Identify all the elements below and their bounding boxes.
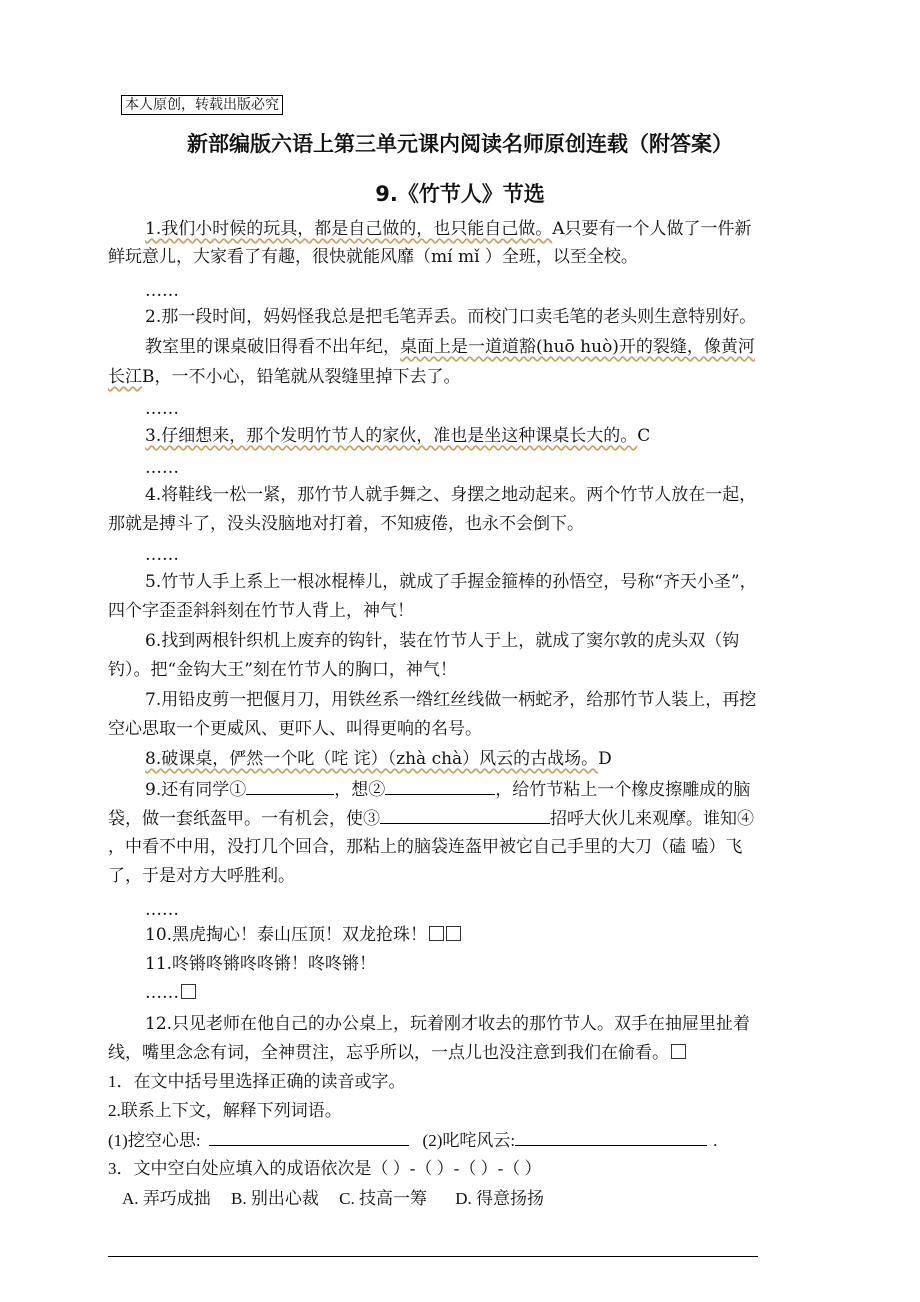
paragraph-9-text: ，给竹节粘上一个橡皮擦雕成的脑 — [495, 780, 751, 800]
wavy-sentence-2-cont: 长江 — [108, 367, 142, 387]
ellipsis: …… — [145, 458, 179, 478]
paragraph-6-line-2: 钓）。把“金钩大王”刻在竹节人的胸口，神气！ — [108, 660, 457, 680]
passage-subtitle: 9.《竹节人》节选 — [375, 182, 545, 206]
option-a[interactable]: A. 弄巧成拙 — [122, 1189, 211, 1208]
paragraph-9-line-1 — [145, 776, 750, 803]
empty-box — [181, 984, 196, 999]
question-2-items — [108, 1127, 717, 1154]
paragraph-7-line-2: 空心思取一个更威风、更吓人、叫得更响的名号。 — [108, 719, 482, 739]
question-2-item-2-label: (2)叱咤风云: — [422, 1131, 516, 1150]
paragraph-3 — [145, 423, 650, 449]
paragraph-2-text-end: B，一不小心，铅笔就从裂缝里掉下去了。 — [142, 367, 461, 387]
paragraph-9-text: 9.还有同学① — [145, 780, 247, 800]
empty-box — [446, 926, 461, 941]
question-2-item-1-label: (1)挖空心思: — [108, 1131, 201, 1150]
paragraph-8 — [145, 746, 612, 772]
paragraph-10-text: 10.黑虎掏心！泰山压顶！双龙抢珠！ — [145, 925, 428, 945]
paragraph-7-line-1: 7.用铅皮剪一把偃月刀，用铁丝系一绺红丝线做一柄蛇矛，给那竹节人装上，再挖 — [145, 690, 757, 710]
paragraph-1-line-1 — [145, 216, 752, 242]
paragraph-9-text: ，想② — [334, 780, 386, 800]
answer-blank-2[interactable] — [515, 1127, 707, 1146]
wavy-sentence-1: 1.我们小时候的玩具，都是自己做的，也只能自己做。 — [145, 219, 553, 239]
wavy-sentence-2: 桌面上是一道道豁(huō huò)开的裂缝，像黄河 — [400, 337, 755, 357]
paragraph-2-line-2 — [145, 334, 755, 360]
paragraph-2-line-3 — [108, 364, 461, 390]
paragraph-1-text: A只要有一个人做了一件新 — [552, 219, 752, 239]
paragraph-11: 11.咚锵咚锵咚咚锵！咚咚锵！ — [145, 954, 377, 974]
bottom-divider — [108, 1256, 758, 1257]
question-1: 1．在文中括号里选择正确的读音或字。 — [108, 1072, 406, 1091]
paragraph-4-line-2: 那就是搏斗了，没头没脑地对打着，不知疲倦，也永不会倒下。 — [108, 514, 584, 534]
paragraph-9-line-3: ，中看不中用，没打几个回合，那粘上的脑袋连盔甲被它自己手里的大刀（磕 嗑）飞 — [108, 837, 743, 857]
marker-c: C — [637, 426, 651, 446]
page-title: 新部编版六语上第三单元课内阅读名师原创连载（附答案） — [187, 132, 733, 156]
paragraph-4-line-1: 4.将鞋线一松一紧，那竹节人就手舞之、身摆之地动起来。两个竹节人放在一起， — [145, 485, 757, 505]
paragraph-5-line-2: 四个字歪歪斜斜刻在竹节人背上，神气！ — [108, 601, 414, 621]
paragraph-9-text: 招呼大伙儿来观摩。谁知④ — [550, 809, 754, 829]
ellipsis: …… — [145, 281, 179, 301]
wavy-sentence-3: 3.仔细想来，那个发明竹节人的家伙，准也是坐这种课桌长大的。 — [145, 426, 638, 446]
question-3: 3．文中空白处应填入的成语依次是（ ）-（ ）-（ ）-（ ） — [108, 1159, 542, 1178]
empty-box — [429, 926, 444, 941]
period: . — [713, 1131, 718, 1150]
paragraph-2-line-1: 2.那一段时间，妈妈怪我总是把毛笔弄丢。而校门口卖毛笔的老头则生意特别好。 — [145, 307, 757, 327]
ellipsis: …… — [145, 399, 179, 419]
paragraph-9-text: 袋，做一套纸盔甲。一有机会，使③ — [108, 809, 380, 829]
answer-blank-1[interactable] — [209, 1127, 409, 1146]
blank-1[interactable] — [246, 776, 334, 795]
paragraph-9-line-4: 了，于是对方大呼胜利。 — [108, 866, 295, 886]
question-3-options — [122, 1186, 544, 1212]
ellipsis: …… — [145, 983, 179, 1003]
paragraph-12-line-1: 12.只见老师在他自己的办公桌上，玩着刚才收去的那竹节人。双手在抽屉里扯着 — [145, 1014, 751, 1034]
paragraph-12-text: 线，嘴里念念有词，全神贯注，忘乎所以，一点儿也没注意到我们在偷看。 — [108, 1043, 669, 1063]
paragraph-12-line-2 — [108, 1040, 686, 1066]
blank-3[interactable] — [380, 805, 550, 824]
question-2: 2.联系上下文，解释下列词语。 — [108, 1101, 342, 1120]
marker-d: D — [598, 749, 612, 769]
paragraph-1-line-2: 鲜玩意儿，大家看了有趣，很快就能风靡（mí mǐ ）全班，以至全校。 — [108, 247, 638, 267]
empty-box — [671, 1044, 686, 1059]
ellipsis: …… — [145, 545, 179, 565]
wavy-sentence-8: 8.破课桌，俨然一个叱（咤 诧）（zhà chà）风云的古战场。 — [145, 749, 599, 769]
option-d[interactable]: D. 得意扬扬 — [455, 1189, 544, 1208]
paragraph-9-line-2 — [108, 805, 754, 832]
option-c[interactable]: C. 技高一筹 — [339, 1189, 427, 1208]
ellipsis: …… — [145, 900, 179, 920]
blank-2[interactable] — [385, 776, 495, 795]
paragraph-2-text: 教室里的课桌破旧得看不出年纪， — [145, 337, 400, 357]
paragraph-5-line-1: 5.竹节人手上系上一根冰棍棒儿，就成了手握金箍棒的孙悟空，号称“齐天小圣”， — [145, 572, 757, 592]
option-b[interactable]: B. 别出心裁 — [231, 1189, 319, 1208]
copyright-badge: 本人原创，转载出版必究 — [121, 95, 283, 115]
paragraph-6-line-1: 6.找到两根针织机上废弃的钩针，装在竹节人于上，就成了窦尔敦的虎头双（钩 — [145, 631, 740, 651]
paragraph-10 — [145, 922, 461, 948]
ellipsis-with-box — [145, 980, 196, 1006]
